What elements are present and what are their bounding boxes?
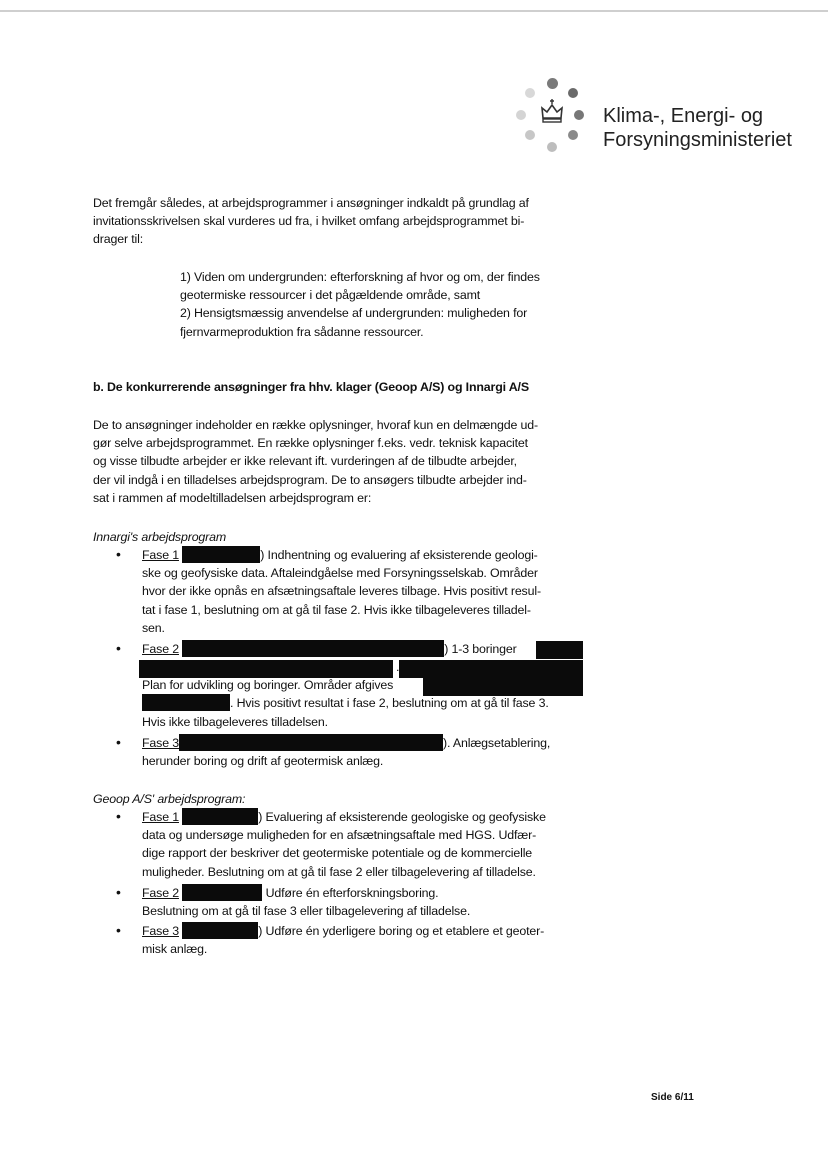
redaction-block — [536, 641, 583, 659]
geoop-heading: Geoop A/S' arbejdsprogram: — [93, 792, 246, 806]
section-b-body — [93, 416, 538, 507]
innargi-heading: Innargi's arbejdsprogram — [93, 530, 227, 544]
bullet-icon: • — [116, 640, 121, 656]
intro-line: drager til: — [93, 232, 143, 247]
top-rule — [0, 10, 828, 12]
logo-dot — [516, 110, 526, 120]
body-line: der vil indgå i en tilladelses arbejdsprogram. De to ansøgers tilbudte arbejder ind- — [93, 472, 527, 487]
criteria-list — [180, 268, 540, 341]
geoop-fase1 — [142, 808, 546, 881]
fase-text: ). Anlægsetablering, — [442, 736, 551, 750]
page-number: Side 6/11 — [651, 1092, 694, 1103]
innargi-fase1 — [142, 546, 541, 637]
fase-line: herunder boring og drift af geotermisk anlæg. — [142, 754, 384, 769]
intro-paragraph — [93, 194, 529, 249]
bullet-icon: • — [116, 922, 121, 938]
redaction-block — [142, 694, 230, 711]
bullet-icon: • — [116, 546, 121, 562]
fase-label: Fase 3 — [142, 736, 179, 750]
fase-line: misk anlæg. — [142, 942, 208, 957]
logo-dot — [568, 130, 578, 140]
ministry-name-line1: Klima-, Energi- og — [603, 105, 764, 127]
fase-label: Fase 1 — [142, 548, 179, 562]
redaction-block — [139, 660, 393, 678]
fase-text: Udføre én efterforskningsboring. — [262, 886, 439, 900]
fase-label: Fase 1 — [142, 810, 179, 824]
logo-dot — [574, 110, 584, 120]
fase-line: ske og geofysiske data. Aftaleindgåelse med Forsyningsselskab. Områder — [142, 566, 538, 581]
redaction-block — [179, 734, 443, 751]
fase-line: Plan for udvikling og boringer. Områder afgives — [142, 678, 394, 693]
ministry-name-line2: Forsyningsministeriet — [603, 129, 792, 151]
criteria-line: 2) Hensigtsmæssig anvendelse af undergrunden: muligheden for — [180, 306, 528, 321]
fase-line: dige rapport der beskriver det geotermiske potentiale og de kommercielle — [142, 846, 533, 861]
criteria-line: geotermiske ressourcer i det pågældende område, samt — [180, 288, 481, 303]
redaction-block — [182, 922, 258, 939]
redaction-block — [182, 884, 262, 901]
ministry-name — [603, 104, 792, 152]
redaction-block — [423, 678, 583, 696]
intro-line: invitationsskrivelsen skal vurderes ud fra, i hvilket omfang arbejdsprogrammet bi- — [93, 214, 525, 229]
redaction-block — [182, 640, 444, 657]
bullet-icon: • — [116, 884, 121, 900]
fase-text: ) Udføre én yderligere boring og et etablere et geoter- — [258, 924, 545, 938]
fase-line: tat i fase 1, beslutning om at gå til fase 2. Hvis ikke tilbageleveres tilladel- — [142, 602, 531, 617]
dot-text: . — [396, 660, 400, 674]
fase-line: hvor der ikke opnås en afsætningsaftale leveres tilbage. Hvis positivt resul- — [142, 584, 541, 599]
fase-line: Hvis ikke tilbageleveres tilladelsen. — [142, 714, 328, 729]
body-line: og visse tilbudte arbejder er ikke relevant ift. vurderingen af de tilbudte arbejder, — [93, 454, 517, 469]
fase-text: ) 1-3 boringer — [444, 642, 517, 656]
logo-dot — [547, 142, 557, 152]
section-b-heading: b. De konkurrerende ansøgninger fra hhv. klager (Geoop A/S) og Innargi A/S — [93, 380, 529, 394]
body-line: sat i rammen af modeltilladelsen arbejdsprogram er: — [93, 490, 372, 505]
fase-text: ) Evaluering af eksisterende geologiske og geofysiske — [258, 810, 546, 824]
body-line: gør selve arbejdsprogrammet. En række oplysninger f.eks. vedr. teknisk kapacitet — [93, 436, 528, 451]
redaction-block — [399, 660, 583, 678]
fase-line: sen. — [142, 620, 165, 635]
fase-label: Fase 2 — [142, 642, 179, 656]
fase-text: . Hvis positivt resultat i fase 2, beslutning om at gå til fase 3. — [230, 696, 549, 711]
logo-dot — [568, 88, 578, 98]
logo-dot — [547, 78, 558, 89]
fase-line: data og undersøge muligheden for en afsætningsaftale med HGS. Udfær- — [142, 828, 537, 843]
redaction-block — [182, 546, 260, 563]
logo-dot — [525, 130, 535, 140]
geoop-fase3 — [142, 922, 544, 958]
innargi-fase3 — [142, 734, 550, 770]
criteria-line: fjernvarmeproduktion fra sådanne ressourcer. — [180, 324, 424, 339]
crown-icon — [538, 98, 566, 126]
bullet-icon: • — [116, 808, 121, 824]
fase-line: muligheder. Beslutning om at gå til fase 2 eller tilbagelevering af tilladelse. — [142, 864, 536, 879]
criteria-line: 1) Viden om undergrunden: efterforskning af hvor og om, der findes — [180, 270, 540, 284]
logo-dot — [525, 88, 535, 98]
bullet-icon: • — [116, 734, 121, 750]
geoop-fase2 — [142, 884, 470, 920]
intro-line: Det fremgår således, at arbejdsprogrammer i ansøgninger indkaldt på grundlag af — [93, 196, 529, 210]
fase-label: Fase 3 — [142, 924, 179, 938]
fase-text: ) Indhentning og evaluering af eksisterende geologi- — [260, 548, 538, 562]
fase-label: Fase 2 — [142, 886, 179, 900]
fase-line: Beslutning om at gå til fase 3 eller tilbagelevering af tilladelse. — [142, 904, 471, 919]
body-line: De to ansøgninger indeholder en række oplysninger, hvoraf kun en delmængde ud- — [93, 418, 538, 432]
redaction-block — [182, 808, 258, 825]
